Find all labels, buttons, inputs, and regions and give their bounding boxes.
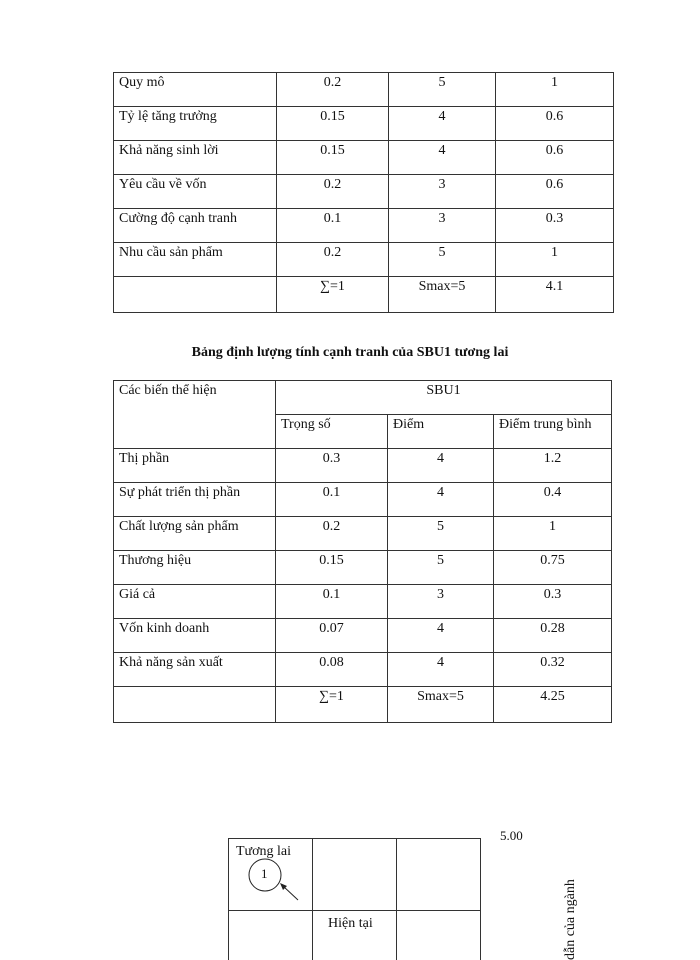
- cell-value: 4.25: [494, 687, 612, 723]
- cell-value: 0.3: [494, 585, 612, 619]
- table-row: [114, 175, 614, 209]
- header-variables: Các biến thể hiện: [114, 381, 276, 449]
- current-label: Hiện tại: [328, 916, 373, 931]
- row-label: Cường độ cạnh tranh: [114, 209, 277, 243]
- row-label: [114, 277, 277, 313]
- table-title: Bảng định lượng tính cạnh tranh của SBU1 tương lai: [191, 345, 509, 360]
- row-label: Tỷ lệ tăng trưởng: [114, 107, 277, 141]
- axis-value: 5.00: [500, 828, 523, 843]
- industry-attractiveness-table: [113, 72, 614, 313]
- row-label: Quy mô: [114, 73, 277, 107]
- cell-value: 0.15: [276, 551, 388, 585]
- cell-value: 0.1: [276, 483, 388, 517]
- table-row: [114, 653, 612, 687]
- cell-value: 4: [388, 619, 494, 653]
- cell-value: 4: [389, 141, 496, 175]
- cell-value: 0.2: [276, 517, 388, 551]
- cell-value: 1.2: [494, 449, 612, 483]
- sbu-circle-arrow-icon: [245, 858, 305, 908]
- row-label: Chất lượng sản phẩm: [114, 517, 276, 551]
- cell-value: 0.1: [277, 209, 389, 243]
- matrix-cell: [228, 910, 313, 960]
- matrix-cell: [312, 838, 397, 911]
- cell-value: 0.15: [277, 107, 389, 141]
- header-row: [114, 381, 612, 415]
- matrix-cell: [396, 838, 481, 911]
- cell-value: 0.2: [277, 175, 389, 209]
- cell-value: 0.32: [494, 653, 612, 687]
- table-row: [114, 687, 612, 723]
- row-label: Khả năng sinh lời: [114, 141, 277, 175]
- row-label: Thương hiệu: [114, 551, 276, 585]
- row-label: Sự phát triển thị phần: [114, 483, 276, 517]
- future-label: Tương lai: [236, 844, 292, 859]
- row-label: Vốn kinh doanh: [114, 619, 276, 653]
- table-row: [114, 209, 614, 243]
- cell-value: 0.75: [494, 551, 612, 585]
- cell-value: 0.3: [496, 209, 614, 243]
- row-label: Nhu cầu sản phẩm: [114, 243, 277, 277]
- cell-value: 1: [494, 517, 612, 551]
- cell-value: 4: [388, 449, 494, 483]
- cell-value: ∑=1: [277, 277, 389, 313]
- cell-value: 0.07: [276, 619, 388, 653]
- sbu-number: 1: [261, 866, 268, 881]
- table-row: [114, 483, 612, 517]
- cell-value: Smax=5: [388, 687, 494, 723]
- cell-value: 0.2: [277, 73, 389, 107]
- axis-label: dẫn của ngành: [563, 879, 578, 960]
- cell-value: 0.1: [276, 585, 388, 619]
- subheader-weight: Trọng số: [276, 415, 388, 449]
- header-sbu1: SBU1: [276, 381, 612, 415]
- table-row: [114, 551, 612, 585]
- table-row: [114, 73, 614, 107]
- cell-value: 3: [388, 585, 494, 619]
- cell-value: 4.1: [496, 277, 614, 313]
- cell-value: 0.6: [496, 175, 614, 209]
- cell-value: 4: [388, 653, 494, 687]
- cell-value: 3: [389, 175, 496, 209]
- cell-value: 5: [388, 517, 494, 551]
- cell-value: 4: [388, 483, 494, 517]
- table-row: [114, 449, 612, 483]
- cell-value: Smax=5: [389, 277, 496, 313]
- cell-value: 1: [496, 243, 614, 277]
- cell-value: 4: [389, 107, 496, 141]
- cell-value: 0.6: [496, 141, 614, 175]
- row-label: Yêu cầu về vốn: [114, 175, 277, 209]
- row-label: Thị phần: [114, 449, 276, 483]
- table-row: [114, 107, 614, 141]
- row-label: Giá cả: [114, 585, 276, 619]
- cell-value: 5: [389, 73, 496, 107]
- row-label: Khả năng sản xuất: [114, 653, 276, 687]
- row-label: [114, 687, 276, 723]
- cell-value: 0.15: [277, 141, 389, 175]
- cell-value: 0.08: [276, 653, 388, 687]
- cell-value: 0.3: [276, 449, 388, 483]
- cell-value: 5: [389, 243, 496, 277]
- cell-value: ∑=1: [276, 687, 388, 723]
- table-row: [114, 619, 612, 653]
- cell-value: 5: [388, 551, 494, 585]
- table-row: [114, 243, 614, 277]
- cell-value: 0.28: [494, 619, 612, 653]
- table-row: [114, 277, 614, 313]
- cell-value: 0.4: [494, 483, 612, 517]
- table-row: [114, 517, 612, 551]
- matrix-cell: [396, 910, 481, 960]
- cell-value: 0.2: [277, 243, 389, 277]
- competitiveness-table: [113, 380, 612, 723]
- table-row: [114, 585, 612, 619]
- table-row: [114, 141, 614, 175]
- subheader-avg-score: Điểm trung bình: [494, 415, 612, 449]
- subheader-score: Điểm: [388, 415, 494, 449]
- cell-value: 3: [389, 209, 496, 243]
- cell-value: 1: [496, 73, 614, 107]
- cell-value: 0.6: [496, 107, 614, 141]
